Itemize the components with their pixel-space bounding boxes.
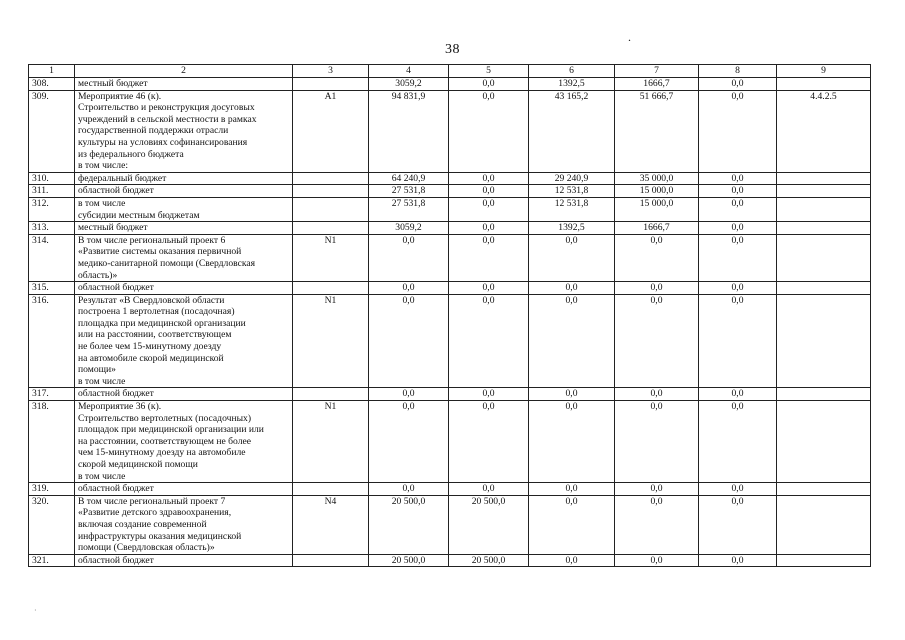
amount-col6-cell: 0,0 <box>529 234 615 281</box>
amount-total-cell: 3059,2 <box>369 222 449 235</box>
amount-col7-cell: 51 666,7 <box>615 90 699 172</box>
target-ref-cell <box>777 483 871 496</box>
target-ref-cell <box>777 197 871 221</box>
amount-col6-cell: 1392,5 <box>529 78 615 91</box>
row-number-cell: 316. <box>29 294 75 388</box>
table-row <box>29 483 871 496</box>
target-ref-cell <box>777 294 871 388</box>
row-number-cell: 320. <box>29 495 75 554</box>
table-row <box>29 197 871 221</box>
amount-col7-cell: 1666,7 <box>615 78 699 91</box>
project-code-cell: N1 <box>293 294 369 388</box>
target-ref-cell <box>777 388 871 401</box>
amount-col6-cell: 0,0 <box>529 282 615 295</box>
row-number-cell: 308. <box>29 78 75 91</box>
amount-col7-cell: 0,0 <box>615 554 699 567</box>
column-header: 5 <box>449 65 529 78</box>
project-code-cell <box>293 78 369 91</box>
amount-col8-cell: 0,0 <box>699 294 777 388</box>
amount-col8-cell: 0,0 <box>699 172 777 185</box>
table-row <box>29 185 871 198</box>
amount-col6-cell: 43 165,2 <box>529 90 615 172</box>
amount-col7-cell: 0,0 <box>615 388 699 401</box>
amount-col6-cell: 0,0 <box>529 483 615 496</box>
amount-col8-cell: 0,0 <box>699 185 777 198</box>
row-number-cell: 312. <box>29 197 75 221</box>
row-number-cell: 319. <box>29 483 75 496</box>
amount-total-cell: 20 500,0 <box>369 554 449 567</box>
project-code-cell <box>293 222 369 235</box>
amount-col6-cell: 0,0 <box>529 495 615 554</box>
amount-col8-cell: 0,0 <box>699 234 777 281</box>
amount-col7-cell: 15 000,0 <box>615 197 699 221</box>
row-number-cell: 321. <box>29 554 75 567</box>
amount-col6-cell: 0,0 <box>529 401 615 483</box>
amount-total-cell: 0,0 <box>369 234 449 281</box>
amount-col7-cell: 0,0 <box>615 282 699 295</box>
amount-total-cell: 0,0 <box>369 483 449 496</box>
amount-col6-cell: 12 531,8 <box>529 185 615 198</box>
column-header: 6 <box>529 65 615 78</box>
item-name-cell: областной бюджет <box>75 185 293 198</box>
amount-col7-cell: 1666,7 <box>615 222 699 235</box>
target-ref-cell <box>777 495 871 554</box>
amount-col7-cell: 35 000,0 <box>615 172 699 185</box>
amount-col6-cell: 0,0 <box>529 388 615 401</box>
page-dot-mark: . <box>628 30 631 44</box>
target-ref-cell <box>777 234 871 281</box>
amount-col8-cell: 0,0 <box>699 554 777 567</box>
item-name-cell: В том числе региональный проект 7 «Развитие детского здравоохранения, включая создание современной инфраструктуры оказания медицинской помощи (Свердловская область)» <box>75 495 293 554</box>
item-name-cell: Мероприятие 46 (к). Строительство и реконструкция досуговых учреждений в сельской местности в рамках государственной поддержки отрасли культуры на условиях софинансирования из федерального бюджета в том числе: <box>75 90 293 172</box>
item-name-cell: Мероприятие 36 (к). Строительство вертолетных (посадочных) площадок при медицинской организации или на расстоянии, соответствующем не более чем 15-минутному доезду на автомобиле скорой медицинской помощи в том числе <box>75 401 293 483</box>
amount-total-cell: 94 831,9 <box>369 90 449 172</box>
column-header: 9 <box>777 65 871 78</box>
amount-col8-cell: 0,0 <box>699 90 777 172</box>
amount-col5-cell: 0,0 <box>449 222 529 235</box>
column-header: 1 <box>29 65 75 78</box>
row-number-cell: 310. <box>29 172 75 185</box>
budget-table <box>28 64 871 567</box>
project-code-cell <box>293 282 369 295</box>
amount-col8-cell: 0,0 <box>699 282 777 295</box>
amount-col7-cell: 15 000,0 <box>615 185 699 198</box>
amount-col5-cell: 0,0 <box>449 282 529 295</box>
target-ref-cell <box>777 282 871 295</box>
table-row <box>29 554 871 567</box>
project-code-cell <box>293 388 369 401</box>
amount-col8-cell: 0,0 <box>699 495 777 554</box>
amount-col5-cell: 0,0 <box>449 185 529 198</box>
amount-total-cell: 27 531,8 <box>369 197 449 221</box>
table-row <box>29 78 871 91</box>
amount-col8-cell: 0,0 <box>699 78 777 91</box>
column-header: 4 <box>369 65 449 78</box>
amount-col6-cell: 12 531,8 <box>529 197 615 221</box>
amount-total-cell: 0,0 <box>369 388 449 401</box>
amount-col8-cell: 0,0 <box>699 483 777 496</box>
amount-col5-cell: 0,0 <box>449 401 529 483</box>
project-code-cell: А1 <box>293 90 369 172</box>
row-number-cell: 318. <box>29 401 75 483</box>
amount-col7-cell: 0,0 <box>615 401 699 483</box>
column-header: 3 <box>293 65 369 78</box>
table-row <box>29 282 871 295</box>
amount-total-cell: 27 531,8 <box>369 185 449 198</box>
project-code-cell <box>293 554 369 567</box>
item-name-cell: федеральный бюджет <box>75 172 293 185</box>
table-row <box>29 388 871 401</box>
column-header: 8 <box>699 65 777 78</box>
project-code-cell <box>293 172 369 185</box>
project-code-cell: N4 <box>293 495 369 554</box>
table-row <box>29 90 871 172</box>
amount-total-cell: 0,0 <box>369 282 449 295</box>
amount-col5-cell: 0,0 <box>449 388 529 401</box>
item-name-cell: в том числе субсидии местным бюджетам <box>75 197 293 221</box>
column-header: 2 <box>75 65 293 78</box>
target-ref-cell: 4.4.2.5 <box>777 90 871 172</box>
table-row <box>29 294 871 388</box>
amount-col5-cell: 0,0 <box>449 172 529 185</box>
table-row <box>29 401 871 483</box>
amount-total-cell: 64 240,9 <box>369 172 449 185</box>
corner-mark: · <box>34 606 37 615</box>
row-number-cell: 311. <box>29 185 75 198</box>
amount-col8-cell: 0,0 <box>699 401 777 483</box>
amount-col5-cell: 0,0 <box>449 483 529 496</box>
project-code-cell: N1 <box>293 234 369 281</box>
amount-col5-cell: 0,0 <box>449 294 529 388</box>
project-code-cell <box>293 197 369 221</box>
item-name-cell: областной бюджет <box>75 483 293 496</box>
amount-total-cell: 0,0 <box>369 401 449 483</box>
amount-col5-cell: 0,0 <box>449 234 529 281</box>
table-row <box>29 172 871 185</box>
amount-col6-cell: 0,0 <box>529 294 615 388</box>
amount-total-cell: 3059,2 <box>369 78 449 91</box>
item-name-cell: местный бюджет <box>75 222 293 235</box>
amount-col6-cell: 29 240,9 <box>529 172 615 185</box>
table-row <box>29 495 871 554</box>
column-header-row <box>29 65 871 78</box>
amount-col7-cell: 0,0 <box>615 234 699 281</box>
amount-col6-cell: 0,0 <box>529 554 615 567</box>
target-ref-cell <box>777 401 871 483</box>
target-ref-cell <box>777 172 871 185</box>
amount-col8-cell: 0,0 <box>699 222 777 235</box>
amount-col5-cell: 0,0 <box>449 90 529 172</box>
project-code-cell: N1 <box>293 401 369 483</box>
table-row <box>29 234 871 281</box>
amount-col6-cell: 1392,5 <box>529 222 615 235</box>
row-number-cell: 313. <box>29 222 75 235</box>
target-ref-cell <box>777 554 871 567</box>
item-name-cell: В том числе региональный проект 6 «Развитие системы оказания первичной медико-санитарной помощи (Свердловская область)» <box>75 234 293 281</box>
table-row <box>29 222 871 235</box>
amount-col5-cell: 0,0 <box>449 78 529 91</box>
target-ref-cell <box>777 78 871 91</box>
amount-col7-cell: 0,0 <box>615 483 699 496</box>
amount-col8-cell: 0,0 <box>699 197 777 221</box>
target-ref-cell <box>777 185 871 198</box>
row-number-cell: 314. <box>29 234 75 281</box>
item-name-cell: областной бюджет <box>75 554 293 567</box>
row-number-cell: 309. <box>29 90 75 172</box>
amount-col5-cell: 20 500,0 <box>449 554 529 567</box>
row-number-cell: 317. <box>29 388 75 401</box>
page-number: 38 <box>445 42 460 57</box>
item-name-cell: Результат «В Свердловской области построена 1 вертолетная (посадочная) площадка при медицинской организации или на расстоянии, соответствующем не более чем 15-минутному доезду на автомобиле скорой медицинской помощи» в том числе <box>75 294 293 388</box>
project-code-cell <box>293 483 369 496</box>
amount-col7-cell: 0,0 <box>615 495 699 554</box>
column-header: 7 <box>615 65 699 78</box>
amount-col8-cell: 0,0 <box>699 388 777 401</box>
row-number-cell: 315. <box>29 282 75 295</box>
amount-total-cell: 0,0 <box>369 294 449 388</box>
item-name-cell: областной бюджет <box>75 388 293 401</box>
amount-total-cell: 20 500,0 <box>369 495 449 554</box>
amount-col7-cell: 0,0 <box>615 294 699 388</box>
item-name-cell: местный бюджет <box>75 78 293 91</box>
amount-col5-cell: 0,0 <box>449 197 529 221</box>
target-ref-cell <box>777 222 871 235</box>
budget-table-body <box>29 65 871 567</box>
item-name-cell: областной бюджет <box>75 282 293 295</box>
amount-col5-cell: 20 500,0 <box>449 495 529 554</box>
project-code-cell <box>293 185 369 198</box>
